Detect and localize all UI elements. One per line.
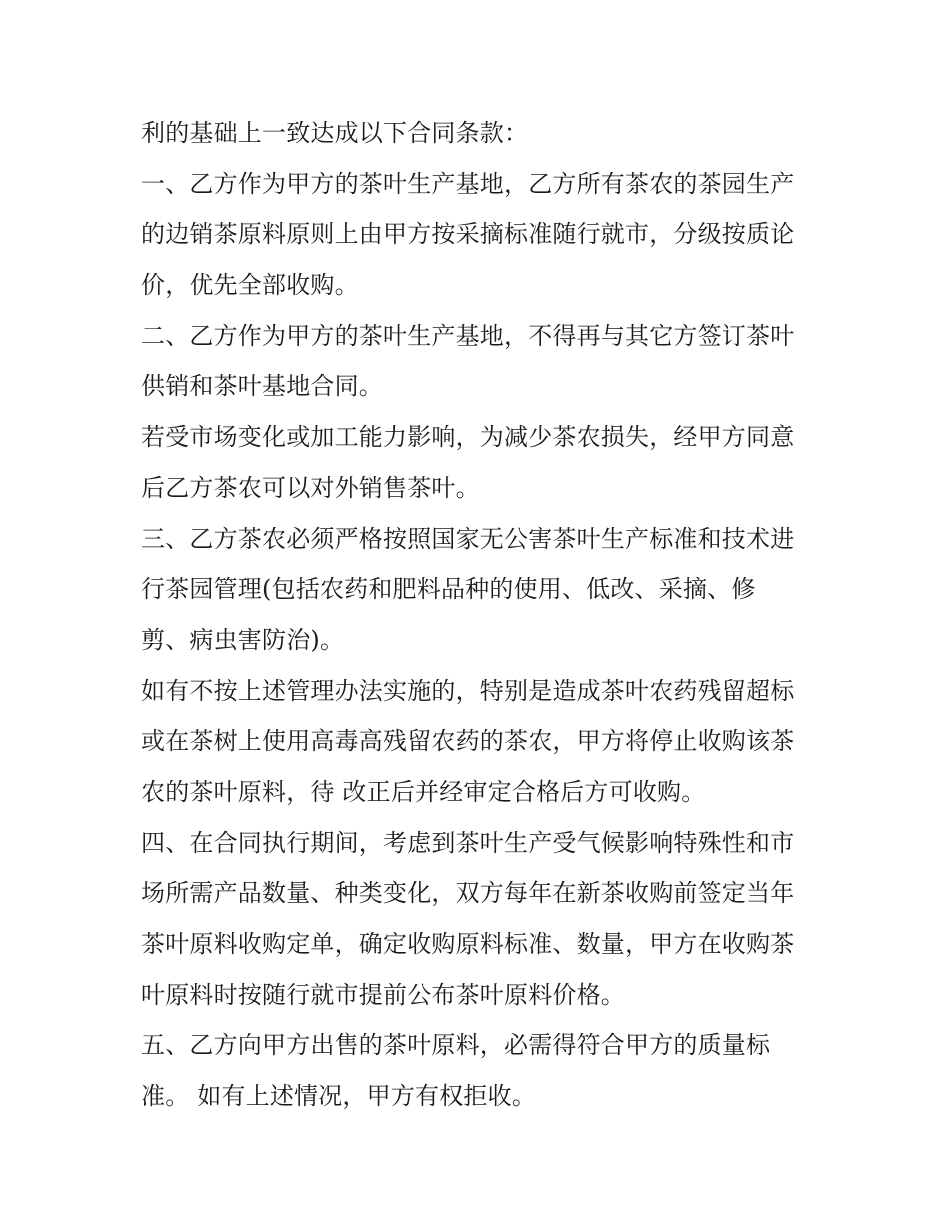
- text-line: 价，优先全部收购。: [141, 271, 359, 300]
- text-line: 利的基础上一致达成以下合同条款：: [141, 119, 529, 147]
- text-line: 若受市场变化或加工能力影响，为减少茶农损失，经甲方同意: [141, 423, 795, 452]
- text-line: 如有不按上述管理办法实施的，特别是造成茶叶农药残留超标: [141, 676, 795, 705]
- text-line: 五、乙方向甲方出售的茶叶原料，必需得符合甲方的质量标: [141, 1031, 771, 1060]
- text-line: 茶叶原料收购定单，确定收购原料标准、数量，甲方在收购茶: [141, 930, 795, 958]
- text-line: 后乙方茶农可以对外销售茶叶。: [141, 473, 480, 502]
- text-line: 供销和茶叶基地合同。: [141, 372, 383, 401]
- text-line: 准。 如有上述情况，甲方有权拒收。: [141, 1082, 537, 1111]
- text-line: 一、乙方作为甲方的茶叶生产基地，乙方所有茶农的茶园生产: [141, 169, 795, 198]
- text-line: 叶原料时按随行就市提前公布茶叶原料价格。: [141, 980, 625, 1009]
- text-line: 行茶园管理(包括农药和肥料品种的使用、低改、采摘、修: [141, 575, 756, 604]
- text-line: 四、在合同执行期间，考虑到茶叶生产受气候影响特殊性和市: [141, 828, 795, 857]
- text-line: 或在茶树上使用高毒高残留农药的茶农，甲方将停止收购该茶: [141, 727, 795, 756]
- text-line: 剪、病虫害防治)。: [141, 625, 345, 654]
- text-line: 场所需产品数量、种类变化，双方每年在新茶收购前签定当年: [141, 879, 795, 908]
- text-line: 二、乙方作为甲方的茶叶生产基地，不得再与其它方签订茶叶: [141, 321, 795, 350]
- text-line: 农的茶叶原料，待 改正后并经审定合格后方可收购。: [141, 777, 706, 806]
- text-line: 的边销茶原料原则上由甲方按采摘标准随行就市，分级按质论: [141, 220, 795, 249]
- text-line: 三、乙方茶农必须严格按照国家无公害茶叶生产标准和技术进: [141, 524, 795, 553]
- document-page: [141, 108, 821, 1122]
